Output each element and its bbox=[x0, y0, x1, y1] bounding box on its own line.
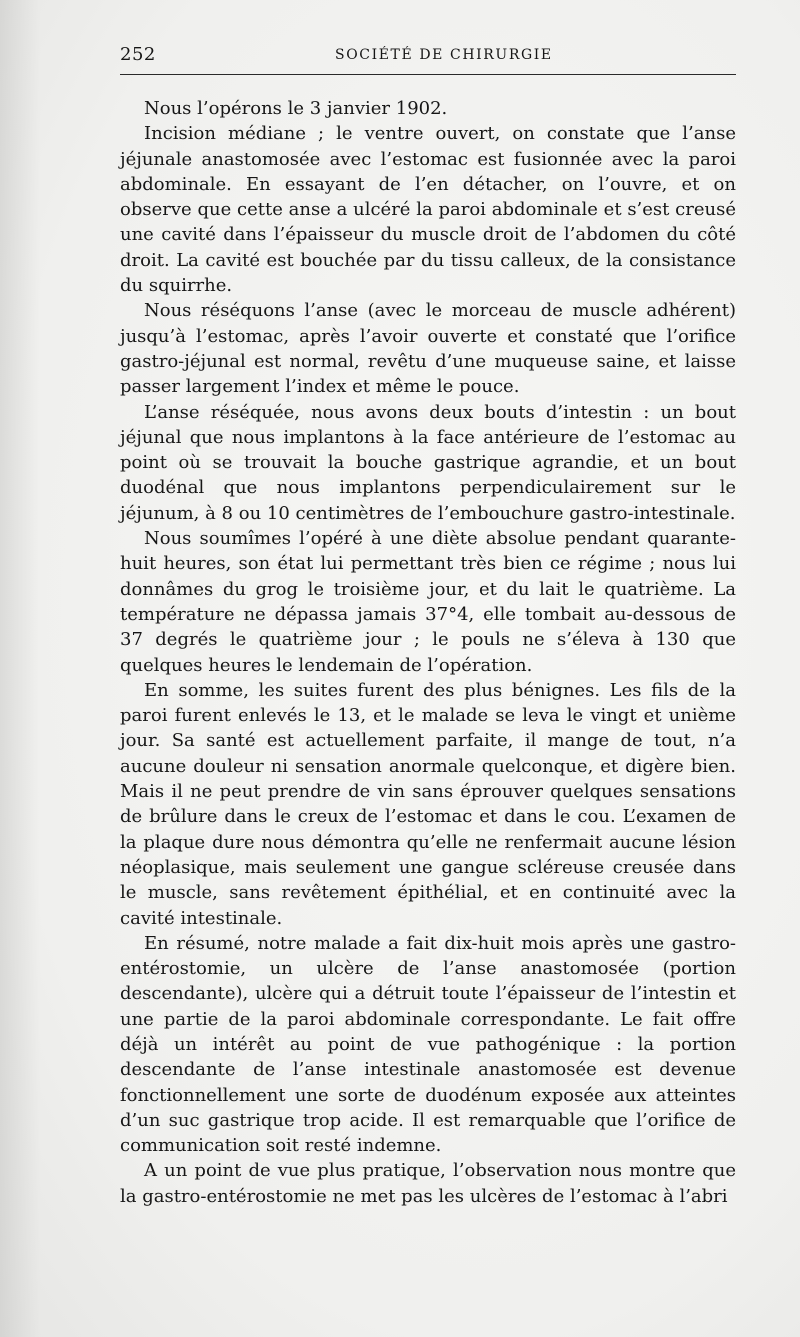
paragraph: Nous l’opérons le 3 janvier 1902. bbox=[144, 98, 448, 119]
header-rule bbox=[120, 74, 736, 75]
running-head: SOCIÉTÉ DE CHIRURGIE bbox=[335, 47, 553, 63]
paragraph: Nous réséquons l’anse (avec le morceau de muscle adhérent) jusqu’à l’estomac, après l’avoir ouverte et constaté que l’orifice gastro-jéjunal est normal, revêtu d’une muqueuse saine, et laisse passer largement l’index et même le pouce. bbox=[120, 300, 736, 398]
page-number: 252 bbox=[120, 44, 156, 65]
paragraph: A un point de vue plus pratique, l’observation nous montre que la gastro-entérostomie ne met pas les ulcères de l’estomac à l’abri bbox=[120, 1160, 736, 1207]
paragraph: Incision médiane ; le ventre ouvert, on constate que l’anse jéjunale anastomosée avec l’estomac est fusionnée avec la paroi abdominale. En essayant de l’en détacher, on l’ouvre, et on observe que cette anse a ulcéré la paroi abdominale et s’est creusé une cavité dans l’épaisseur du muscle droit de l’abdomen du côté droit. La cavité est bouchée par du tissu calleux, de la consistance du squirrhe. bbox=[120, 123, 736, 297]
body-text bbox=[120, 96, 736, 1209]
page-header bbox=[120, 44, 736, 74]
paragraph: L’anse réséquée, nous avons deux bouts d’intestin : un bout jéjunal que nous implantons à la face antérieure de l’estomac au point où se trouvait la bouche gastrique agrandie, et un bout duodénal que nous implantons perpendiculairement sur le jéjunum, à 8 ou 10 centimètres de l’embouchure gastro-intestinale. bbox=[120, 401, 736, 524]
paragraph: Nous soumîmes l’opéré à une diète absolue pendant quarante-huit heures, son état lui permettant très bien ce régime ; nous lui donnâmes du grog le troisième jour, et du lait le quatrième. La température ne dépassa jamais 37°4, elle tombait au-dessous de 37 degrés le quatrième jour ; le pouls ne s’éleva à 130 que quelques heures le lendemain de l’opération. bbox=[120, 528, 736, 676]
paragraph: En résumé, notre malade a fait dix-huit mois après une gastro-entérostomie, un ulcère de l’anse anastomosée (portion descendante), ulcère qui a détruit toute l’épaisseur de l’intestin et une partie de la paroi abdominale correspondante. Le fait offre déjà un intérêt au point de vue pathogénique : la portion descendante de l’anse intestinale anastomosée est devenue fonctionnellement une sorte de duodénum exposée aux atteintes d’un suc gastrique trop acide. Il est remarquable que l’orifice de communication soit resté indemne. bbox=[120, 932, 736, 1157]
paragraph: En somme, les suites furent des plus bénignes. Les fils de la paroi furent enlevés le 13, et le malade se leva le vingt et unième jour. Sa santé est actuellement parfaite, il mange de tout, n’a aucune douleur ni sensation anormale quelconque, et digère bien. Mais il ne peut prendre de vin sans éprouver quelques sensations de brûlure dans le creux de l’estomac et dans le cou. L’examen de la plaque dure nous démontra qu’elle ne renfermait aucune lésion néoplasique, mais seulement une gangue scléreuse creusée dans le muscle, sans revêtement épithélial, et en continuité avec la cavité intestinale. bbox=[120, 679, 736, 929]
page-edge-shadow bbox=[0, 0, 40, 1337]
